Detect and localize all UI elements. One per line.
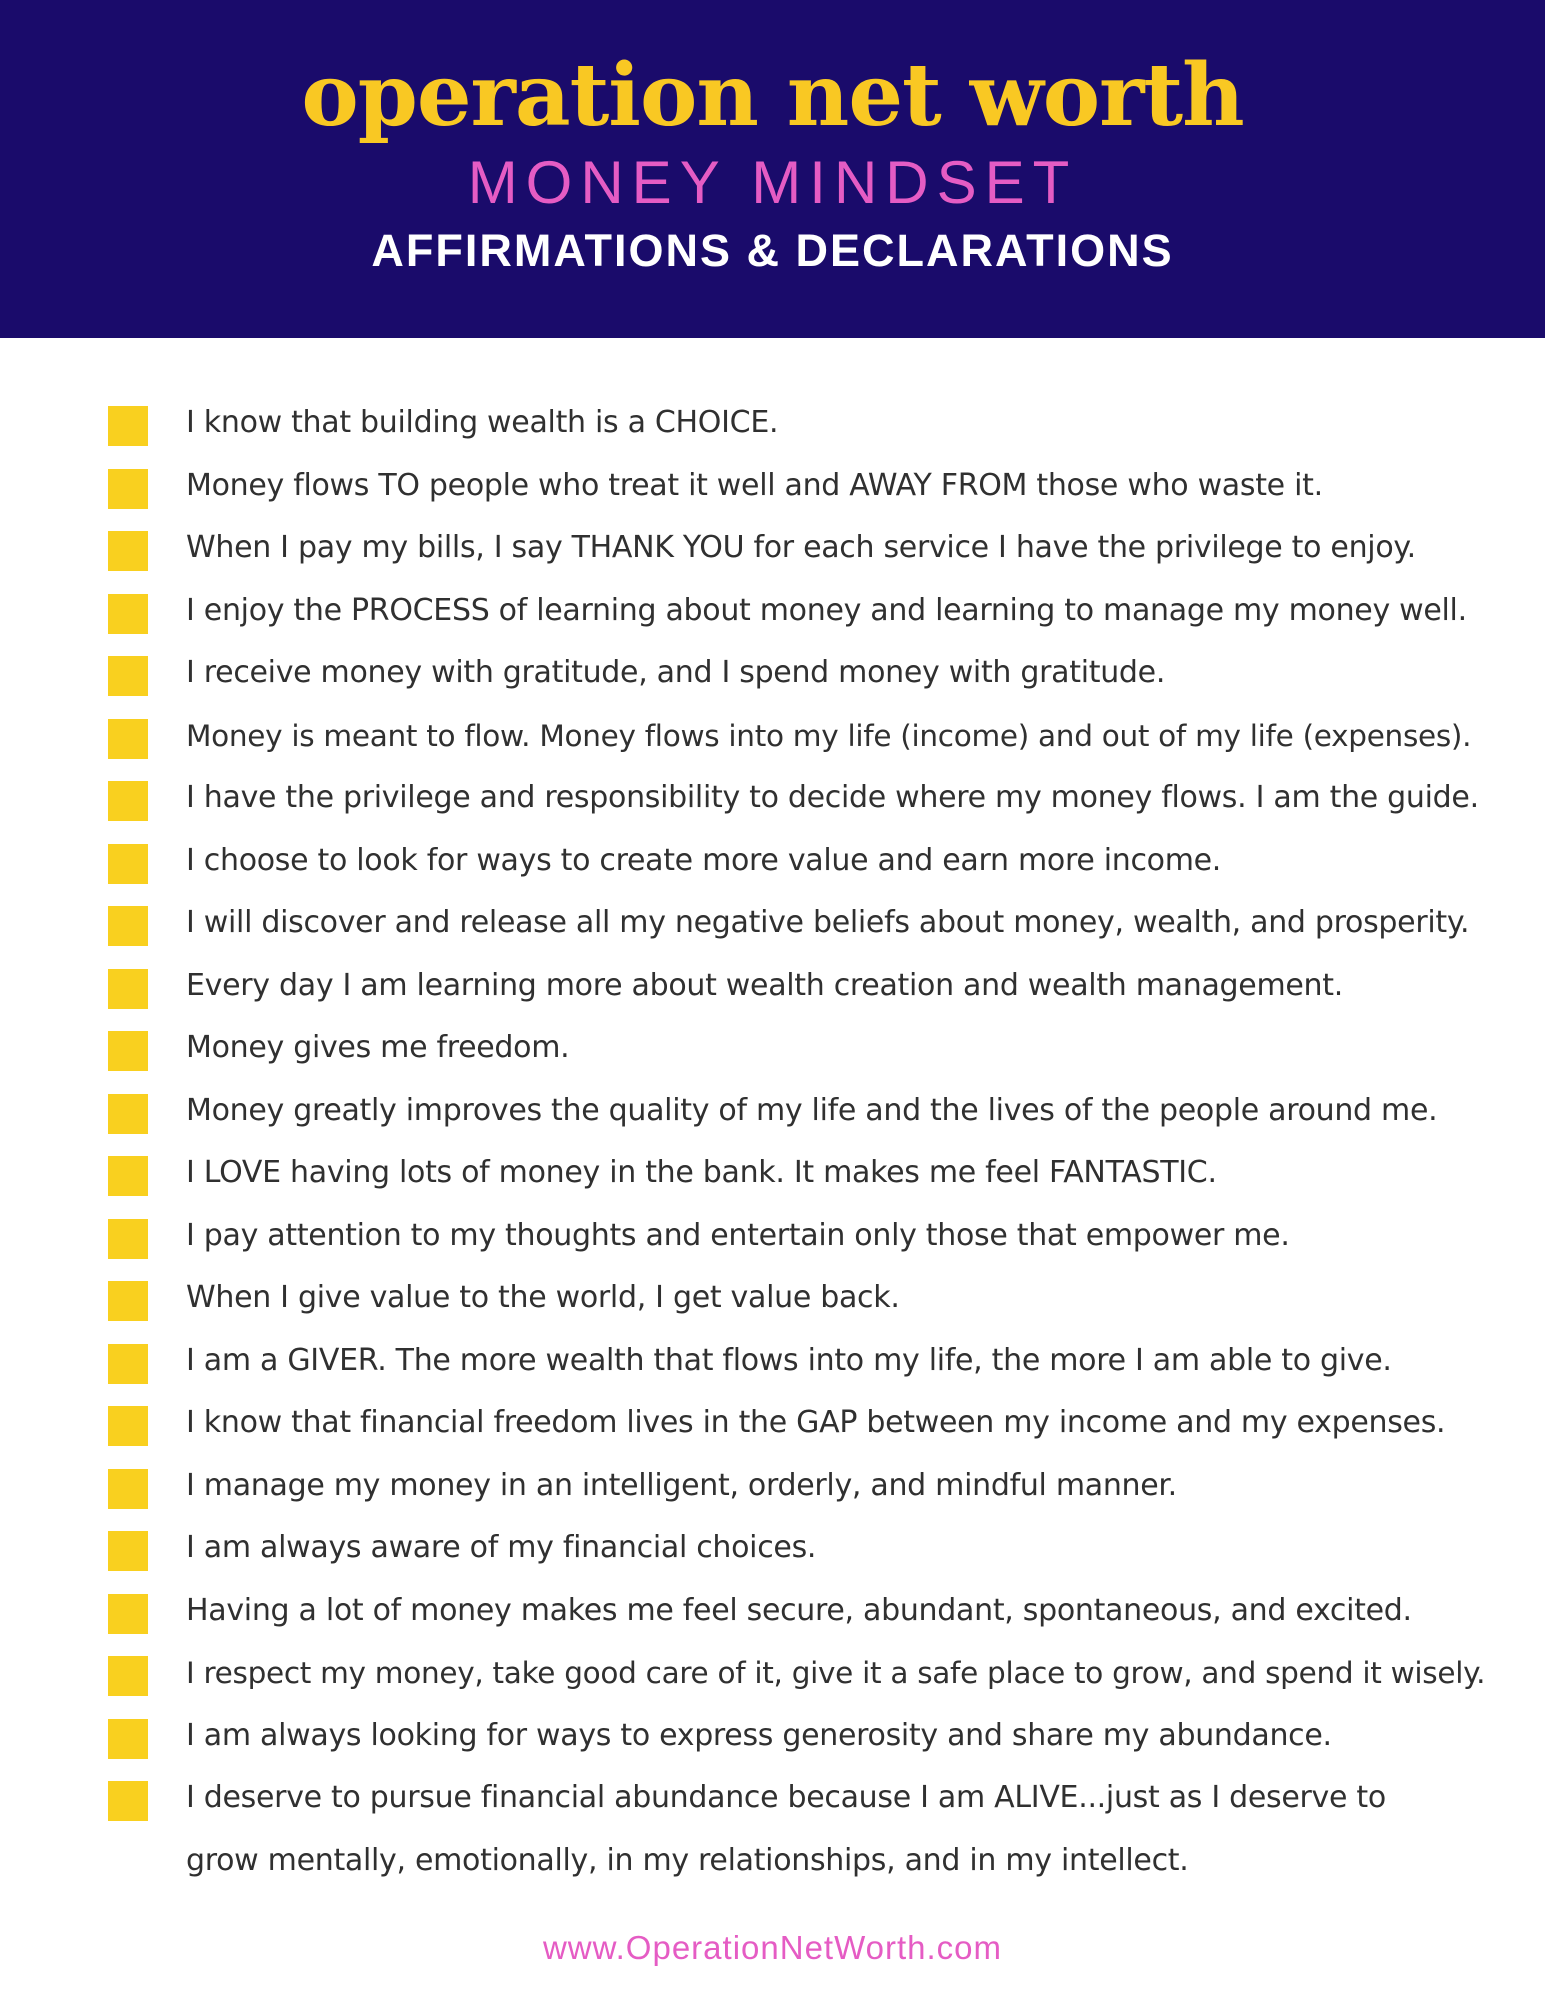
square-bullet-icon bbox=[108, 781, 148, 821]
affirmation-item bbox=[0, 1580, 1545, 1643]
square-bullet-icon bbox=[108, 406, 148, 446]
square-bullet-icon bbox=[108, 1344, 148, 1384]
affirmation-text: I am a GIVER. The more wealth that flows into my life, the more I am able to give. bbox=[186, 1342, 1392, 1378]
affirmation-item bbox=[0, 1705, 1545, 1768]
affirmation-item bbox=[0, 1767, 1545, 1892]
square-bullet-icon bbox=[108, 594, 148, 634]
affirmation-text: Money is meant to flow. Money flows into my life (income) and out of my life (expenses). bbox=[186, 718, 1472, 753]
affirmation-text: When I give value to the world, I get value back. bbox=[186, 1280, 900, 1315]
square-bullet-icon bbox=[108, 469, 148, 509]
square-bullet-icon bbox=[108, 719, 148, 759]
affirmation-item bbox=[0, 705, 1545, 768]
affirmation-text: I respect my money, take good care of it, give it a safe place to grow, and spend it wisely. bbox=[186, 1656, 1486, 1690]
affirmation-item bbox=[0, 1517, 1545, 1580]
affirmation-text: I deserve to pursue financial abundance because I am ALIVE...just as I deserve to grow mentally, emotionally, in my relationships, and in my intellect. bbox=[186, 1780, 1386, 1878]
square-bullet-icon bbox=[108, 1594, 148, 1634]
square-bullet-icon bbox=[108, 844, 148, 884]
affirmation-text: I LOVE having lots of money in the bank. It makes me feel FANTASTIC. bbox=[186, 1155, 1217, 1190]
square-bullet-icon bbox=[108, 1656, 148, 1696]
affirmation-item bbox=[0, 1455, 1545, 1518]
website-link[interactable]: www.OperationNetWorth.com bbox=[542, 1929, 1003, 1966]
square-bullet-icon bbox=[108, 1469, 148, 1509]
affirmation-item bbox=[0, 642, 1545, 705]
affirmation-text: I choose to look for ways to create more value and earn more income. bbox=[186, 842, 1222, 878]
affirmation-item bbox=[0, 955, 1545, 1018]
square-bullet-icon bbox=[108, 1531, 148, 1571]
square-bullet-icon bbox=[108, 1781, 148, 1821]
square-bullet-icon bbox=[108, 906, 148, 946]
affirmation-item bbox=[0, 392, 1545, 455]
affirmation-text: Having a lot of money makes me feel secure, abundant, spontaneous, and excited. bbox=[186, 1592, 1412, 1628]
affirmation-item bbox=[0, 517, 1545, 580]
affirmation-text: Money flows TO people who treat it well and AWAY FROM those who waste it. bbox=[186, 467, 1323, 503]
square-bullet-icon bbox=[108, 969, 148, 1009]
affirmation-text: I enjoy the PROCESS of learning about money and learning to manage my money well. bbox=[186, 592, 1467, 628]
square-bullet-icon bbox=[108, 1281, 148, 1321]
affirmation-item bbox=[0, 767, 1545, 830]
square-bullet-icon bbox=[108, 1406, 148, 1446]
square-bullet-icon bbox=[108, 656, 148, 696]
affirmation-item bbox=[0, 1392, 1545, 1455]
square-bullet-icon bbox=[108, 1031, 148, 1071]
affirmation-text: I receive money with gratitude, and I spend money with gratitude. bbox=[186, 655, 1166, 690]
affirmation-text: I know that building wealth is a CHOICE. bbox=[186, 405, 779, 440]
affirmation-text: Every day I am learning more about wealth creation and wealth management. bbox=[186, 967, 1343, 1003]
square-bullet-icon bbox=[108, 531, 148, 571]
affirmation-text: Money greatly improves the quality of my life and the lives of the people around me. bbox=[186, 1092, 1438, 1128]
affirmation-item bbox=[0, 830, 1545, 893]
square-bullet-icon bbox=[108, 1156, 148, 1196]
header-banner bbox=[0, 0, 1545, 338]
affirmation-item bbox=[0, 1642, 1545, 1705]
affirmation-text: I am always aware of my financial choices. bbox=[186, 1530, 817, 1565]
square-bullet-icon bbox=[108, 1719, 148, 1759]
affirmation-item bbox=[0, 1080, 1545, 1143]
affirmation-item bbox=[0, 1330, 1545, 1393]
affirmation-text: I will discover and release all my negative beliefs about money, wealth, and prosperity. bbox=[186, 905, 1470, 940]
tagline: AFFIRMATIONS & DECLARATIONS bbox=[371, 225, 1174, 276]
subtitle: MONEY MINDSET bbox=[467, 149, 1078, 216]
affirmation-item bbox=[0, 1267, 1545, 1330]
square-bullet-icon bbox=[108, 1219, 148, 1259]
affirmation-text: I know that financial freedom lives in the GAP between my income and my expenses. bbox=[186, 1405, 1446, 1440]
affirmation-text: I am always looking for ways to express generosity and share my abundance. bbox=[186, 1717, 1332, 1753]
affirmation-text: When I pay my bills, I say THANK YOU for each service I have the privilege to enjoy. bbox=[186, 530, 1416, 565]
brand-title: operation net worth bbox=[301, 45, 1244, 146]
affirmation-text: I have the privilege and responsibility to decide where my money flows. I am the guide. bbox=[186, 780, 1479, 815]
square-bullet-icon bbox=[108, 1094, 148, 1134]
affirmation-item bbox=[0, 1017, 1545, 1080]
affirmation-item bbox=[0, 1205, 1545, 1268]
affirmation-text: I manage my money in an intelligent, orderly, and mindful manner. bbox=[186, 1467, 1177, 1503]
affirmation-item bbox=[0, 455, 1545, 518]
affirmation-text: Money gives me freedom. bbox=[186, 1030, 570, 1065]
affirmation-item bbox=[0, 1142, 1545, 1205]
affirmation-list bbox=[0, 392, 1545, 1892]
affirmation-text: I pay attention to my thoughts and entertain only those that empower me. bbox=[186, 1217, 1290, 1253]
affirmation-item bbox=[0, 892, 1545, 955]
affirmation-item bbox=[0, 580, 1545, 643]
